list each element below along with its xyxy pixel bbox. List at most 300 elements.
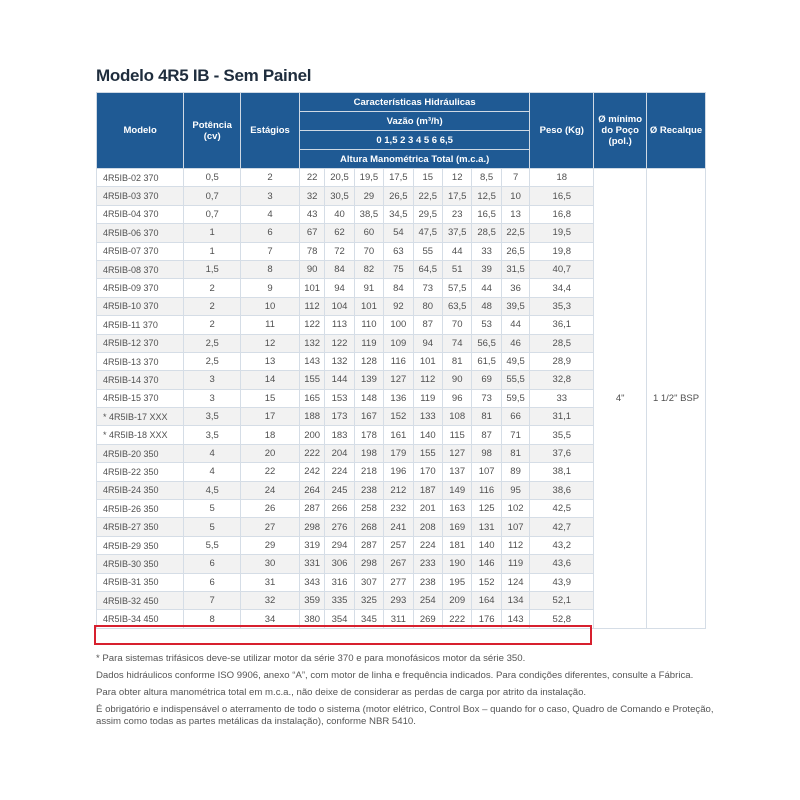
stages-cell: 15 bbox=[241, 389, 300, 407]
power-cell: 0,5 bbox=[184, 169, 241, 187]
stages-cell: 27 bbox=[241, 518, 300, 536]
head-cell: 188 bbox=[299, 408, 324, 426]
weight-cell: 42,7 bbox=[530, 518, 594, 536]
head-cell: 13 bbox=[501, 205, 530, 223]
head-cell: 125 bbox=[472, 500, 501, 518]
head-cell: 91 bbox=[354, 279, 383, 297]
stages-cell: 31 bbox=[241, 573, 300, 591]
stages-cell: 8 bbox=[241, 260, 300, 278]
head-cell: 78 bbox=[299, 242, 324, 260]
head-cell: 107 bbox=[501, 518, 530, 536]
head-cell: 242 bbox=[299, 463, 324, 481]
stages-cell: 24 bbox=[241, 481, 300, 499]
head-cell: 59,5 bbox=[501, 389, 530, 407]
model-cell: 4R5IB-11 370 bbox=[97, 316, 184, 334]
head-cell: 102 bbox=[501, 500, 530, 518]
head-cell: 48 bbox=[472, 297, 501, 315]
weight-cell: 35,3 bbox=[530, 297, 594, 315]
head-cell: 47,5 bbox=[413, 224, 442, 242]
head-cell: 149 bbox=[442, 481, 471, 499]
head-cell: 187 bbox=[413, 481, 442, 499]
model-cell: 4R5IB-24 350 bbox=[97, 481, 184, 499]
head-cell: 224 bbox=[413, 536, 442, 554]
head-cell: 15 bbox=[413, 169, 442, 187]
head-cell: 12 bbox=[442, 169, 471, 187]
head-cell: 63,5 bbox=[442, 297, 471, 315]
head-cell: 49,5 bbox=[501, 352, 530, 370]
head-cell: 143 bbox=[299, 352, 324, 370]
power-cell: 7 bbox=[184, 591, 241, 609]
head-cell: 7 bbox=[501, 169, 530, 187]
head-cell: 238 bbox=[413, 573, 442, 591]
head-cell: 29 bbox=[354, 187, 383, 205]
power-cell: 1 bbox=[184, 224, 241, 242]
head-cell: 63 bbox=[384, 242, 413, 260]
model-cell: 4R5IB-15 370 bbox=[97, 389, 184, 407]
head-cell: 28,5 bbox=[472, 224, 501, 242]
head-cell: 258 bbox=[354, 500, 383, 518]
head-cell: 112 bbox=[413, 371, 442, 389]
head-cell: 122 bbox=[325, 334, 354, 352]
footnote: Dados hidráulicos conforme ISO 9906, anexo “A”, com motor de linha e frequência indicados. Para condições diferentes, consulte a Fábrica. bbox=[96, 670, 694, 681]
weight-cell: 16,8 bbox=[530, 205, 594, 223]
head-cell: 306 bbox=[325, 555, 354, 573]
power-cell: 2 bbox=[184, 279, 241, 297]
head-cell: 60 bbox=[354, 224, 383, 242]
head-cell: 173 bbox=[325, 408, 354, 426]
power-cell: 3,5 bbox=[184, 408, 241, 426]
head-cell: 112 bbox=[501, 536, 530, 554]
head-cell: 165 bbox=[299, 389, 324, 407]
highlight-box bbox=[94, 625, 592, 645]
col-header-head: Altura Manométrica Total (m.c.a.) bbox=[299, 150, 529, 169]
head-cell: 153 bbox=[325, 389, 354, 407]
weight-cell: 38,1 bbox=[530, 463, 594, 481]
table-row bbox=[97, 169, 706, 187]
head-cell: 110 bbox=[354, 316, 383, 334]
weight-cell: 43,6 bbox=[530, 555, 594, 573]
weight-cell: 28,9 bbox=[530, 352, 594, 370]
head-cell: 81 bbox=[472, 408, 501, 426]
spec-table bbox=[96, 92, 706, 629]
head-cell: 198 bbox=[354, 444, 383, 462]
head-cell: 80 bbox=[413, 297, 442, 315]
model-cell: 4R5IB-27 350 bbox=[97, 518, 184, 536]
model-cell: 4R5IB-26 350 bbox=[97, 500, 184, 518]
head-cell: 190 bbox=[442, 555, 471, 573]
stages-cell: 11 bbox=[241, 316, 300, 334]
head-cell: 70 bbox=[354, 242, 383, 260]
stages-cell: 20 bbox=[241, 444, 300, 462]
head-cell: 44 bbox=[501, 316, 530, 334]
head-cell: 81 bbox=[501, 444, 530, 462]
power-cell: 0,7 bbox=[184, 187, 241, 205]
power-cell: 3 bbox=[184, 371, 241, 389]
footnote: É obrigatório e indispensável o aterramento de todo o sistema (motor elétrico, Control Box – quando for o caso, Quadro de Comando e Proteção, assim como todas as partes metálicas da instalação), conforme NBR 5410. bbox=[96, 704, 714, 727]
head-cell: 124 bbox=[501, 573, 530, 591]
stages-cell: 13 bbox=[241, 352, 300, 370]
head-cell: 55 bbox=[413, 242, 442, 260]
head-cell: 33 bbox=[472, 242, 501, 260]
head-cell: 268 bbox=[354, 518, 383, 536]
weight-cell: 32,8 bbox=[530, 371, 594, 389]
head-cell: 101 bbox=[299, 279, 324, 297]
head-cell: 119 bbox=[354, 334, 383, 352]
power-cell: 8 bbox=[184, 610, 241, 628]
head-cell: 238 bbox=[354, 481, 383, 499]
col-header-outlet: Ø Recalque bbox=[647, 93, 706, 169]
head-cell: 200 bbox=[299, 426, 324, 444]
head-cell: 222 bbox=[442, 610, 471, 628]
head-cell: 155 bbox=[413, 444, 442, 462]
head-cell: 325 bbox=[354, 591, 383, 609]
head-cell: 204 bbox=[325, 444, 354, 462]
head-cell: 95 bbox=[501, 481, 530, 499]
head-cell: 195 bbox=[442, 573, 471, 591]
head-cell: 178 bbox=[354, 426, 383, 444]
head-cell: 94 bbox=[413, 334, 442, 352]
model-cell: 4R5IB-14 370 bbox=[97, 371, 184, 389]
model-cell: 4R5IB-08 370 bbox=[97, 260, 184, 278]
head-cell: 264 bbox=[299, 481, 324, 499]
head-cell: 26,5 bbox=[501, 242, 530, 260]
head-cell: 107 bbox=[472, 463, 501, 481]
weight-cell: 42,5 bbox=[530, 500, 594, 518]
head-cell: 113 bbox=[325, 316, 354, 334]
col-header-weight: Peso (Kg) bbox=[530, 93, 594, 169]
col-header-flow-values: 0 1,5 2 3 4 5 6 6,5 bbox=[299, 131, 529, 150]
stages-cell: 34 bbox=[241, 610, 300, 628]
head-cell: 276 bbox=[325, 518, 354, 536]
head-cell: 34,5 bbox=[384, 205, 413, 223]
power-cell: 2,5 bbox=[184, 334, 241, 352]
head-cell: 17,5 bbox=[384, 169, 413, 187]
head-cell: 148 bbox=[354, 389, 383, 407]
stages-cell: 2 bbox=[241, 169, 300, 187]
head-cell: 152 bbox=[472, 573, 501, 591]
model-cell: 4R5IB-13 370 bbox=[97, 352, 184, 370]
head-cell: 56,5 bbox=[472, 334, 501, 352]
col-header-flow: Vazão (m³/h) bbox=[299, 112, 529, 131]
stages-cell: 29 bbox=[241, 536, 300, 554]
weight-cell: 38,6 bbox=[530, 481, 594, 499]
head-cell: 22,5 bbox=[413, 187, 442, 205]
stages-cell: 9 bbox=[241, 279, 300, 297]
head-cell: 96 bbox=[442, 389, 471, 407]
weight-cell: 33 bbox=[530, 389, 594, 407]
head-cell: 218 bbox=[354, 463, 383, 481]
head-cell: 144 bbox=[325, 371, 354, 389]
head-cell: 311 bbox=[384, 610, 413, 628]
power-cell: 5 bbox=[184, 500, 241, 518]
model-cell: 4R5IB-30 350 bbox=[97, 555, 184, 573]
head-cell: 10 bbox=[501, 187, 530, 205]
weight-cell: 35,5 bbox=[530, 426, 594, 444]
stages-cell: 18 bbox=[241, 426, 300, 444]
model-cell: * 4R5IB-18 XXX bbox=[97, 426, 184, 444]
head-cell: 298 bbox=[299, 518, 324, 536]
well-min-cell: 4" bbox=[594, 169, 647, 629]
head-cell: 12,5 bbox=[472, 187, 501, 205]
col-header-power: Potência (cv) bbox=[184, 93, 241, 169]
head-cell: 94 bbox=[325, 279, 354, 297]
head-cell: 39 bbox=[472, 260, 501, 278]
head-cell: 307 bbox=[354, 573, 383, 591]
head-cell: 98 bbox=[472, 444, 501, 462]
head-cell: 293 bbox=[384, 591, 413, 609]
model-cell: 4R5IB-22 350 bbox=[97, 463, 184, 481]
stages-cell: 22 bbox=[241, 463, 300, 481]
head-cell: 46 bbox=[501, 334, 530, 352]
head-cell: 140 bbox=[472, 536, 501, 554]
head-cell: 294 bbox=[325, 536, 354, 554]
head-cell: 22 bbox=[299, 169, 324, 187]
head-cell: 119 bbox=[501, 555, 530, 573]
head-cell: 212 bbox=[384, 481, 413, 499]
head-cell: 164 bbox=[472, 591, 501, 609]
head-cell: 359 bbox=[299, 591, 324, 609]
head-cell: 201 bbox=[413, 500, 442, 518]
head-cell: 127 bbox=[442, 444, 471, 462]
head-cell: 108 bbox=[442, 408, 471, 426]
head-cell: 196 bbox=[384, 463, 413, 481]
head-cell: 20,5 bbox=[325, 169, 354, 187]
head-cell: 167 bbox=[354, 408, 383, 426]
weight-cell: 18 bbox=[530, 169, 594, 187]
head-cell: 54 bbox=[384, 224, 413, 242]
outlet-cell: 1 1/2" BSP bbox=[647, 169, 706, 629]
head-cell: 233 bbox=[413, 555, 442, 573]
head-cell: 380 bbox=[299, 610, 324, 628]
head-cell: 267 bbox=[384, 555, 413, 573]
head-cell: 122 bbox=[299, 316, 324, 334]
head-cell: 115 bbox=[442, 426, 471, 444]
head-cell: 179 bbox=[384, 444, 413, 462]
model-cell: * 4R5IB-17 XXX bbox=[97, 408, 184, 426]
head-cell: 64,5 bbox=[413, 260, 442, 278]
head-cell: 23 bbox=[442, 205, 471, 223]
head-cell: 269 bbox=[413, 610, 442, 628]
head-cell: 155 bbox=[299, 371, 324, 389]
head-cell: 61,5 bbox=[472, 352, 501, 370]
spec-table-body bbox=[97, 169, 706, 629]
head-cell: 87 bbox=[472, 426, 501, 444]
head-cell: 257 bbox=[384, 536, 413, 554]
model-cell: 4R5IB-02 370 bbox=[97, 169, 184, 187]
head-cell: 43 bbox=[299, 205, 324, 223]
head-cell: 72 bbox=[325, 242, 354, 260]
head-cell: 81 bbox=[442, 352, 471, 370]
head-cell: 31,5 bbox=[501, 260, 530, 278]
stages-cell: 30 bbox=[241, 555, 300, 573]
power-cell: 4 bbox=[184, 444, 241, 462]
head-cell: 222 bbox=[299, 444, 324, 462]
power-cell: 4 bbox=[184, 463, 241, 481]
weight-cell: 37,6 bbox=[530, 444, 594, 462]
model-cell: 4R5IB-20 350 bbox=[97, 444, 184, 462]
head-cell: 8,5 bbox=[472, 169, 501, 187]
col-header-model: Modelo bbox=[97, 93, 184, 169]
head-cell: 152 bbox=[384, 408, 413, 426]
head-cell: 17,5 bbox=[442, 187, 471, 205]
col-header-well-min: Ø mínimo do Poço (pol.) bbox=[594, 93, 647, 169]
power-cell: 3,5 bbox=[184, 426, 241, 444]
head-cell: 26,5 bbox=[384, 187, 413, 205]
head-cell: 241 bbox=[384, 518, 413, 536]
stages-cell: 10 bbox=[241, 297, 300, 315]
head-cell: 181 bbox=[442, 536, 471, 554]
head-cell: 16,5 bbox=[472, 205, 501, 223]
head-cell: 73 bbox=[413, 279, 442, 297]
head-cell: 127 bbox=[384, 371, 413, 389]
head-cell: 90 bbox=[299, 260, 324, 278]
head-cell: 139 bbox=[354, 371, 383, 389]
weight-cell: 19,5 bbox=[530, 224, 594, 242]
head-cell: 131 bbox=[472, 518, 501, 536]
weight-cell: 19,8 bbox=[530, 242, 594, 260]
head-cell: 354 bbox=[325, 610, 354, 628]
power-cell: 1 bbox=[184, 242, 241, 260]
weight-cell: 36,1 bbox=[530, 316, 594, 334]
head-cell: 132 bbox=[299, 334, 324, 352]
head-cell: 19,5 bbox=[354, 169, 383, 187]
head-cell: 146 bbox=[472, 555, 501, 573]
head-cell: 143 bbox=[501, 610, 530, 628]
head-cell: 37,5 bbox=[442, 224, 471, 242]
head-cell: 104 bbox=[325, 297, 354, 315]
stages-cell: 17 bbox=[241, 408, 300, 426]
weight-cell: 16,5 bbox=[530, 187, 594, 205]
head-cell: 57,5 bbox=[442, 279, 471, 297]
head-cell: 55,5 bbox=[501, 371, 530, 389]
head-cell: 331 bbox=[299, 555, 324, 573]
head-cell: 345 bbox=[354, 610, 383, 628]
head-cell: 298 bbox=[354, 555, 383, 573]
power-cell: 2 bbox=[184, 316, 241, 334]
head-cell: 69 bbox=[472, 371, 501, 389]
footnote: * Para sistemas trifásicos deve-se utilizar motor da série 370 e para monofásicos motor da série 350. bbox=[96, 653, 526, 664]
col-header-stages: Estágios bbox=[241, 93, 300, 169]
head-cell: 101 bbox=[354, 297, 383, 315]
power-cell: 0,7 bbox=[184, 205, 241, 223]
model-cell: 4R5IB-10 370 bbox=[97, 297, 184, 315]
model-cell: 4R5IB-12 370 bbox=[97, 334, 184, 352]
head-cell: 38,5 bbox=[354, 205, 383, 223]
model-cell: 4R5IB-07 370 bbox=[97, 242, 184, 260]
stages-cell: 6 bbox=[241, 224, 300, 242]
power-cell: 1,5 bbox=[184, 260, 241, 278]
head-cell: 319 bbox=[299, 536, 324, 554]
head-cell: 316 bbox=[325, 573, 354, 591]
head-cell: 136 bbox=[384, 389, 413, 407]
stages-cell: 3 bbox=[241, 187, 300, 205]
head-cell: 70 bbox=[442, 316, 471, 334]
head-cell: 161 bbox=[384, 426, 413, 444]
model-cell: 4R5IB-29 350 bbox=[97, 536, 184, 554]
stages-cell: 26 bbox=[241, 500, 300, 518]
head-cell: 84 bbox=[384, 279, 413, 297]
head-cell: 335 bbox=[325, 591, 354, 609]
head-cell: 266 bbox=[325, 500, 354, 518]
head-cell: 74 bbox=[442, 334, 471, 352]
head-cell: 53 bbox=[472, 316, 501, 334]
head-cell: 75 bbox=[384, 260, 413, 278]
stages-cell: 32 bbox=[241, 591, 300, 609]
weight-cell: 31,1 bbox=[530, 408, 594, 426]
head-cell: 66 bbox=[501, 408, 530, 426]
power-cell: 2 bbox=[184, 297, 241, 315]
head-cell: 67 bbox=[299, 224, 324, 242]
power-cell: 6 bbox=[184, 573, 241, 591]
weight-cell: 52,8 bbox=[530, 610, 594, 628]
head-cell: 245 bbox=[325, 481, 354, 499]
head-cell: 224 bbox=[325, 463, 354, 481]
head-cell: 208 bbox=[413, 518, 442, 536]
head-cell: 30,5 bbox=[325, 187, 354, 205]
head-cell: 137 bbox=[442, 463, 471, 481]
head-cell: 140 bbox=[413, 426, 442, 444]
model-cell: 4R5IB-31 350 bbox=[97, 573, 184, 591]
model-cell: 4R5IB-32 450 bbox=[97, 591, 184, 609]
model-cell: 4R5IB-34 450 bbox=[97, 610, 184, 628]
head-cell: 134 bbox=[501, 591, 530, 609]
weight-cell: 40,7 bbox=[530, 260, 594, 278]
head-cell: 128 bbox=[354, 352, 383, 370]
head-cell: 40 bbox=[325, 205, 354, 223]
stages-cell: 7 bbox=[241, 242, 300, 260]
head-cell: 112 bbox=[299, 297, 324, 315]
head-cell: 119 bbox=[413, 389, 442, 407]
head-cell: 100 bbox=[384, 316, 413, 334]
head-cell: 254 bbox=[413, 591, 442, 609]
weight-cell: 43,9 bbox=[530, 573, 594, 591]
head-cell: 36 bbox=[501, 279, 530, 297]
head-cell: 183 bbox=[325, 426, 354, 444]
head-cell: 176 bbox=[472, 610, 501, 628]
power-cell: 5 bbox=[184, 518, 241, 536]
weight-cell: 28,5 bbox=[530, 334, 594, 352]
power-cell: 5,5 bbox=[184, 536, 241, 554]
power-cell: 6 bbox=[184, 555, 241, 573]
head-cell: 101 bbox=[413, 352, 442, 370]
weight-cell: 52,1 bbox=[530, 591, 594, 609]
weight-cell: 43,2 bbox=[530, 536, 594, 554]
model-cell: 4R5IB-09 370 bbox=[97, 279, 184, 297]
stages-cell: 14 bbox=[241, 371, 300, 389]
footnote: Para obter altura manométrica total em m.c.a., não deixe de considerar as perdas de carga por atrito da instalação. bbox=[96, 687, 587, 698]
head-cell: 87 bbox=[413, 316, 442, 334]
head-cell: 62 bbox=[325, 224, 354, 242]
head-cell: 73 bbox=[472, 389, 501, 407]
head-cell: 82 bbox=[354, 260, 383, 278]
head-cell: 32 bbox=[299, 187, 324, 205]
head-cell: 209 bbox=[442, 591, 471, 609]
head-cell: 84 bbox=[325, 260, 354, 278]
footnotes bbox=[96, 653, 716, 733]
head-cell: 89 bbox=[501, 463, 530, 481]
model-cell: 4R5IB-04 370 bbox=[97, 205, 184, 223]
head-cell: 44 bbox=[472, 279, 501, 297]
power-cell: 2,5 bbox=[184, 352, 241, 370]
head-cell: 22,5 bbox=[501, 224, 530, 242]
head-cell: 169 bbox=[442, 518, 471, 536]
head-cell: 287 bbox=[354, 536, 383, 554]
head-cell: 44 bbox=[442, 242, 471, 260]
head-cell: 163 bbox=[442, 500, 471, 518]
model-cell: 4R5IB-06 370 bbox=[97, 224, 184, 242]
head-cell: 277 bbox=[384, 573, 413, 591]
power-cell: 3 bbox=[184, 389, 241, 407]
